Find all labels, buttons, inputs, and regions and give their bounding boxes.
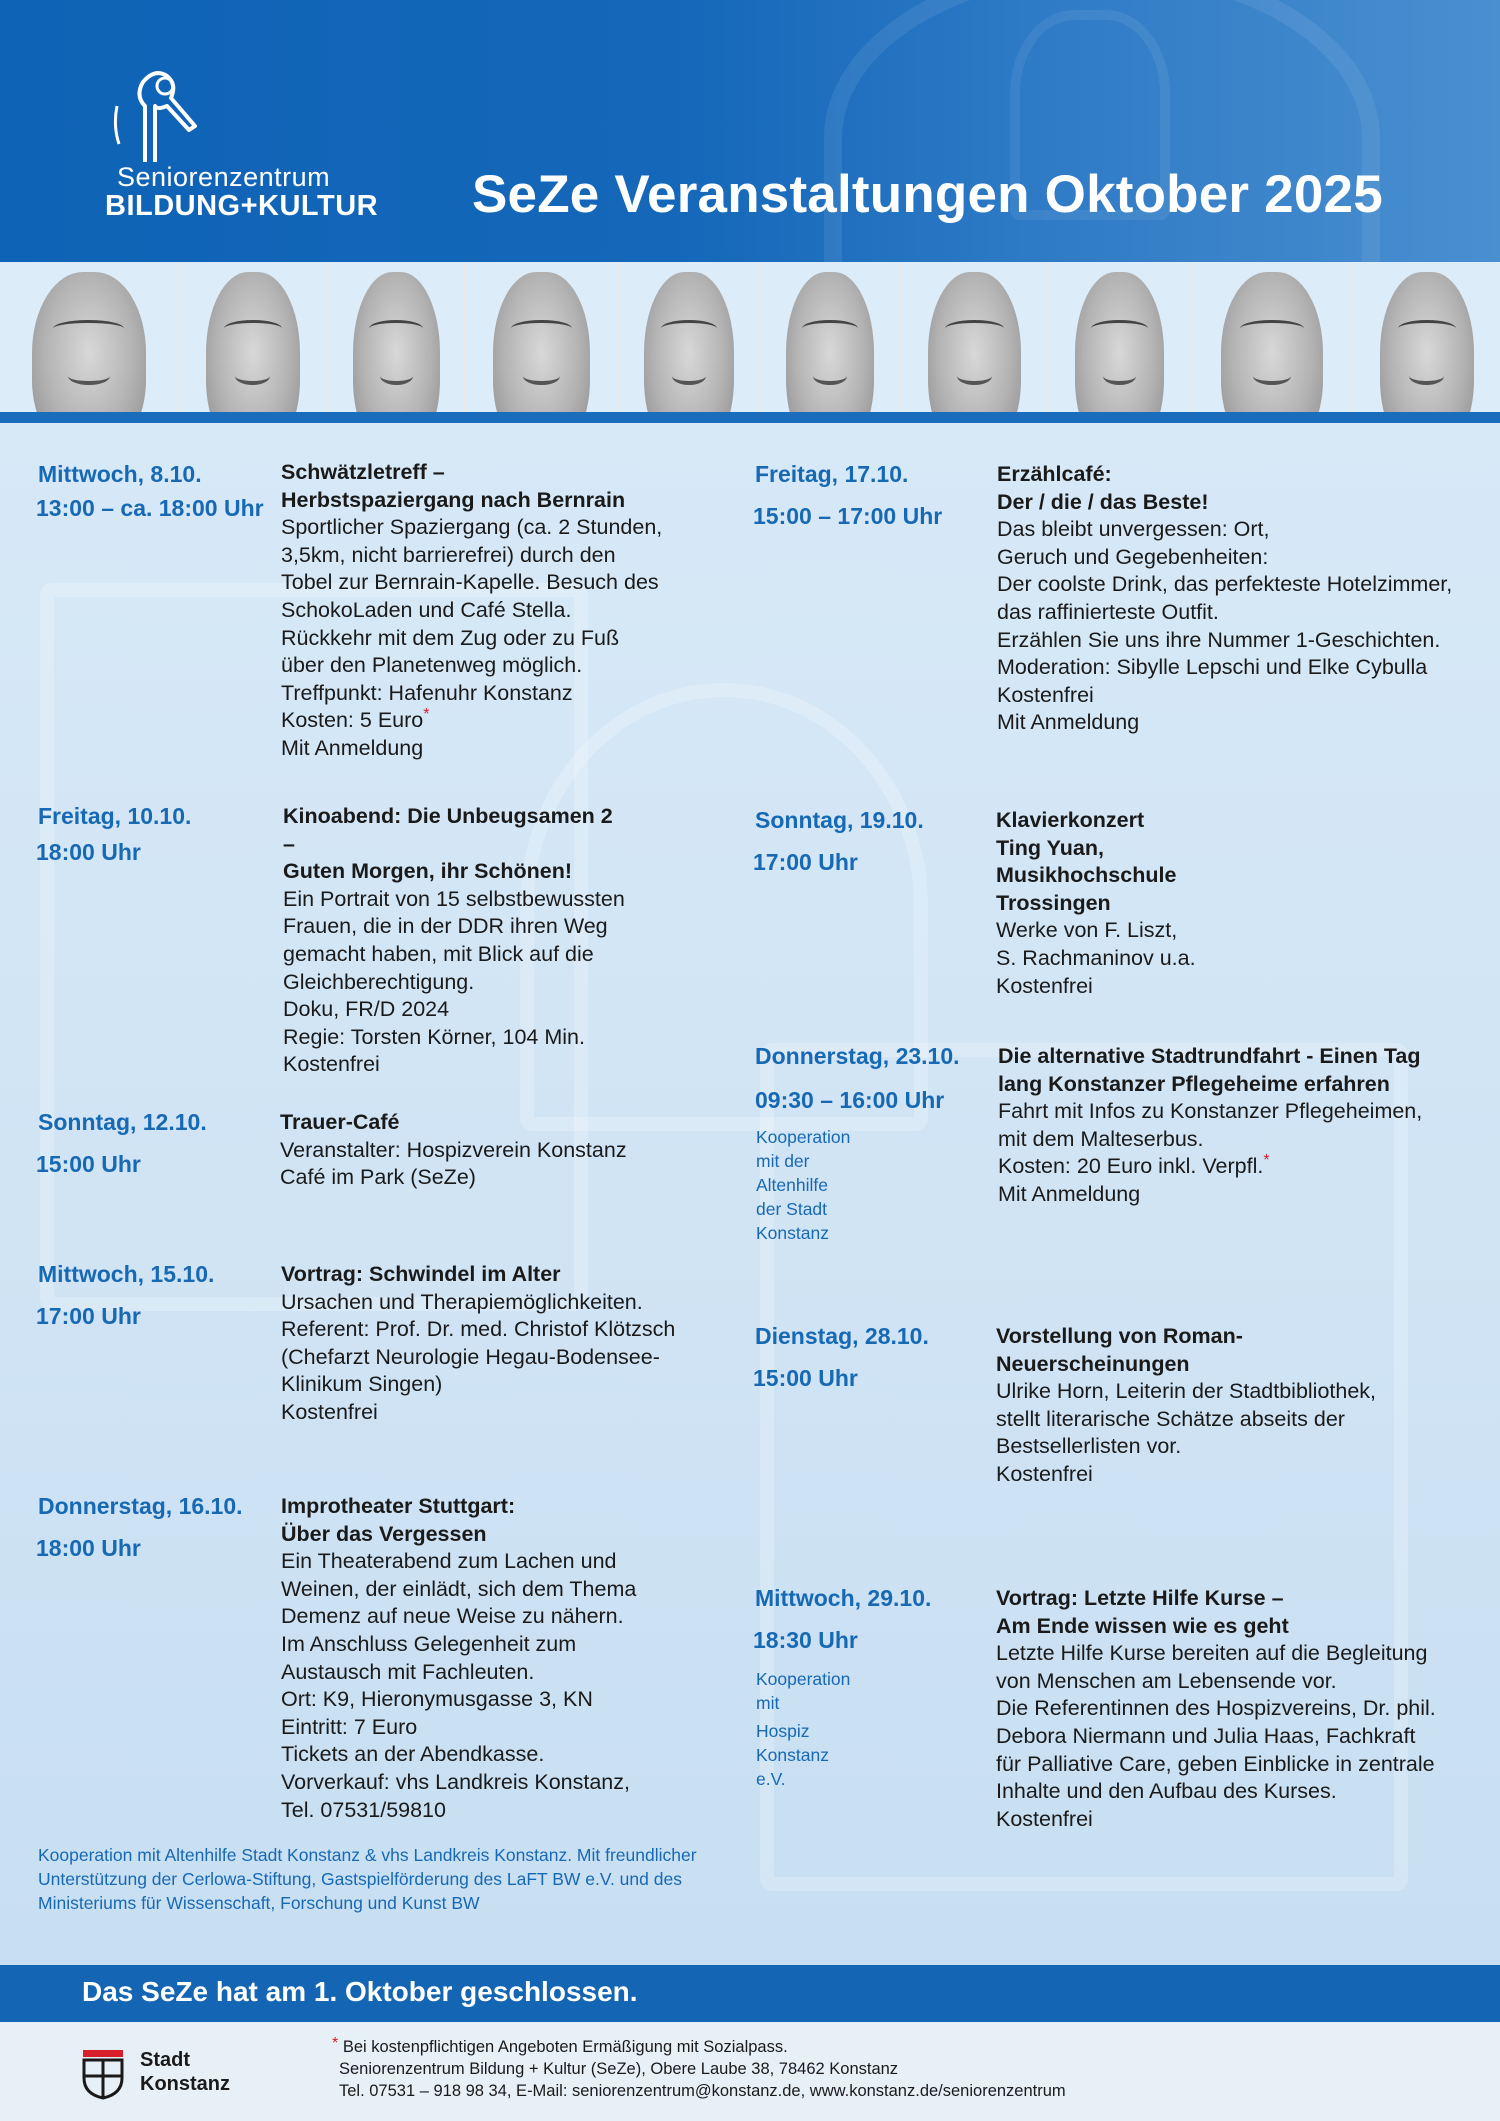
event-date: Mittwoch, 8.10. xyxy=(38,461,202,487)
event-details xyxy=(997,461,1452,737)
event-title: Vortrag: Schwindel im Alter xyxy=(281,1262,561,1286)
event-time: 13:00 – ca. 18:00 Uhr xyxy=(36,495,264,521)
event-text: Ort: K9, Hieronymusgasse 3, KN xyxy=(281,1687,593,1712)
event-time: 18:00 Uhr xyxy=(36,839,141,865)
event-text: Tel. 07531/59810 xyxy=(281,1797,446,1822)
event-text: stellt literarische Schätze abseits der xyxy=(996,1406,1345,1431)
event-date: Sonntag, 19.10. xyxy=(755,807,924,833)
event-text: Kostenfrei xyxy=(996,1806,1093,1831)
event-text: Ulrike Horn, Leiterin der Stadtbibliothek, xyxy=(996,1379,1377,1404)
footer xyxy=(0,2022,1500,2121)
event-details xyxy=(283,803,625,1079)
event-text: Inhalte und den Aufbau des Kurses. xyxy=(996,1779,1337,1804)
event-text: Kostenfrei xyxy=(283,1052,380,1077)
stadt-konstanz-crest-icon xyxy=(80,2048,126,2100)
cooperation-text: Kooperation mit xyxy=(756,1669,851,1713)
stadt-text: Stadt xyxy=(140,2049,190,2071)
event-text: Debora Niermann und Julia Haas, Fachkraft xyxy=(996,1723,1416,1748)
event-text: Austausch mit Fachleuten. xyxy=(281,1659,535,1684)
seze-logo xyxy=(95,66,395,226)
event-text: Kosten: 20 Euro inkl. Verpfl. xyxy=(998,1154,1264,1179)
event-text: Der coolste Drink, das perfekteste Hotelzimmer, xyxy=(997,572,1453,597)
portrait-photo xyxy=(328,262,466,412)
event-text: Die Referentinnen des Hospizvereins, Dr. phil. xyxy=(996,1696,1436,1721)
event-title: Improtheater Stuttgart: xyxy=(281,1494,516,1518)
event-text: Ein Theaterabend zum Lachen und xyxy=(281,1549,617,1574)
event-text: Gleichberechtigung. xyxy=(283,969,475,994)
event-title: Vorstellung von Roman- xyxy=(996,1324,1243,1348)
event-title: Die alternative Stadtrundfahrt - Einen Tag xyxy=(998,1044,1421,1068)
event-text: Moderation: Sibylle Lepschi und Elke Cybulla xyxy=(997,655,1428,680)
portrait-photo xyxy=(619,262,761,412)
cooperation-text: Altenhilfe der Stadt xyxy=(756,1175,828,1219)
event-time: 18:30 Uhr xyxy=(753,1627,858,1653)
event-time: 17:00 Uhr xyxy=(753,849,858,875)
event-text: Frauen, die in der DDR ihren Weg xyxy=(283,914,608,939)
event-text: Weinen, der einlädt, sich dem Thema xyxy=(281,1576,637,1601)
cooperation-info xyxy=(756,1125,850,1245)
konstanz-text: Konstanz xyxy=(140,2073,230,2095)
event-text: gemacht haben, mit Blick auf die xyxy=(283,941,594,966)
cooperation-text: Konstanz xyxy=(756,1223,829,1243)
event-text: (Chefarzt Neurologie Hegau-Bodensee- xyxy=(281,1344,660,1369)
footer-reduction-text: Bei kostenpflichtigen Angeboten Ermäßigung mit Sozialpass. xyxy=(342,2038,788,2056)
event-title: Klavierkonzert xyxy=(996,808,1145,832)
event-text: Doku, FR/D 2024 xyxy=(283,997,450,1022)
cooperation-note: Kooperation mit Altenhilfe Stadt Konstanz & vhs Landkreis Konstanz. Mit freundlicher Unterstützung der Cerlowa-Stiftung, Gastspielförderung des LaFT BW e.V. und des Ministeriums für Wissenschaft, Forschung und Kunst BW xyxy=(38,1845,697,1913)
event-text: Mit Anmeldung xyxy=(281,735,424,760)
portrait-photo xyxy=(901,262,1049,412)
reduction-asterisk: * xyxy=(1263,1152,1270,1170)
page-title: SeZe Veranstaltungen Oktober 2025 xyxy=(472,165,1383,224)
event-details xyxy=(996,807,1196,1000)
logo-text-bildung-kultur: BILDUNG+KULTUR xyxy=(105,190,379,222)
event-text: S. Rachmaninov u.a. xyxy=(996,945,1196,970)
event-time: 15:00 – 17:00 Uhr xyxy=(753,503,943,529)
event-text: Treffpunkt: Hafenuhr Konstanz xyxy=(281,680,573,705)
event-text: mit dem Malteserbus. xyxy=(998,1126,1204,1151)
footer-info xyxy=(332,2036,1066,2102)
event-text: Geruch und Gegebenheiten: xyxy=(997,544,1269,569)
event-text: von Menschen am Lebensende vor. xyxy=(996,1668,1337,1693)
event-title: Erzählcafé: xyxy=(997,462,1112,486)
event-text: Ursachen und Therapiemöglichkeiten. xyxy=(281,1289,643,1314)
event-date: Donnerstag, 16.10. xyxy=(38,1493,243,1519)
cooperation-text: Hospiz Konstanz e.V. xyxy=(756,1721,829,1789)
event-text: Letzte Hilfe Kurse bereiten auf die Begleitung xyxy=(996,1641,1428,1666)
event-time: 17:00 Uhr xyxy=(36,1303,141,1329)
event-date: Donnerstag, 23.10. xyxy=(755,1043,960,1069)
event-details xyxy=(281,459,662,763)
event-cost-line xyxy=(998,1153,1422,1181)
event-text: Klinikum Singen) xyxy=(281,1372,443,1397)
event-title: Herbstspaziergang nach Bernrain xyxy=(281,487,626,512)
reduction-asterisk: * xyxy=(332,2035,339,2052)
cooperation-text: Kooperation mit der xyxy=(756,1127,851,1171)
event-text: das raffinierteste Outfit. xyxy=(997,599,1219,624)
event-title: Vortrag: Letzte Hilfe Kurse – xyxy=(996,1586,1284,1610)
event-text: Café im Park (SeZe) xyxy=(280,1165,476,1190)
event-text: für Palliative Care, geben Einblicke in zentrale xyxy=(996,1751,1435,1776)
event-text: Ein Portrait von 15 selbstbewussten xyxy=(283,886,625,911)
event-title: lang Konstanzer Pflegeheime erfahren xyxy=(998,1071,1390,1096)
event-text: Demenz auf neue Weise zu nähern. xyxy=(281,1604,624,1629)
event-text: Werke von F. Liszt, xyxy=(996,918,1178,943)
event-listing xyxy=(0,423,1500,1965)
event-text: Das bleibt unvergessen: Ort, xyxy=(997,517,1270,542)
event-text: Rückkehr mit dem Zug oder zu Fuß xyxy=(281,625,620,650)
event-text: Kostenfrei xyxy=(281,1399,378,1424)
event-text: Erzählen Sie uns ihre Nummer 1-Geschichten. xyxy=(997,627,1441,652)
portrait-photo xyxy=(180,262,328,412)
event-time: 09:30 – 16:00 Uhr xyxy=(755,1087,945,1113)
event-text: über den Planetenweg möglich. xyxy=(281,653,583,678)
header-divider xyxy=(0,412,1500,423)
closed-notice: Das SeZe hat am 1. Oktober geschlossen. xyxy=(82,1976,638,2007)
portrait-photo xyxy=(1192,262,1354,412)
event-text: Fahrt mit Infos zu Konstanzer Pflegeheimen, xyxy=(998,1099,1423,1124)
event-details xyxy=(281,1493,636,1824)
event-title: Am Ende wissen wie es geht xyxy=(996,1613,1289,1638)
portrait-photo xyxy=(1049,262,1191,412)
event-text: 3,5km, nicht barrierefrei) durch den xyxy=(281,542,616,567)
event-text: Mit Anmeldung xyxy=(997,710,1140,735)
event-text: Tobel zur Bernrain-Kapelle. Besuch des xyxy=(281,570,659,595)
event-title: Guten Morgen, ihr Schönen! xyxy=(283,859,573,884)
event-date: Mittwoch, 29.10. xyxy=(755,1585,932,1611)
event-title: Der / die / das Beste! xyxy=(997,489,1209,514)
event-details xyxy=(281,1261,675,1427)
event-text: Veranstalter: Hospizverein Konstanz xyxy=(280,1137,627,1162)
event-time: 18:00 Uhr xyxy=(36,1535,141,1561)
logo-figure-icon xyxy=(105,66,205,166)
event-details xyxy=(996,1585,1436,1833)
event-time: 15:00 Uhr xyxy=(753,1365,858,1391)
event-text: Sportlicher Spaziergang (ca. 2 Stunden, xyxy=(281,515,663,540)
reduction-asterisk: * xyxy=(423,706,430,724)
event-details xyxy=(998,1043,1422,1209)
portrait-photo xyxy=(761,262,901,412)
event-title: Trauer-Café xyxy=(280,1110,400,1134)
event-title: Neuerscheinungen xyxy=(996,1351,1190,1376)
event-title: Ting Yuan, Musikhochschule Trossingen xyxy=(996,835,1177,915)
logo-text-seniorenzentrum: Seniorenzentrum xyxy=(117,162,331,192)
event-date: Freitag, 17.10. xyxy=(755,461,909,487)
portrait-photo xyxy=(1354,262,1500,412)
event-text: Referent: Prof. Dr. med. Christof Klötzsch xyxy=(281,1317,676,1342)
event-text: Eintritt: 7 Euro xyxy=(281,1714,418,1739)
closed-notice-bar xyxy=(0,1965,1500,2022)
event-text: Im Anschluss Gelegenheit zum xyxy=(281,1631,577,1656)
footer-address: Seniorenzentrum Bildung + Kultur (SeZe), Obere Laube 38, 78462 Konstanz xyxy=(339,2060,899,2078)
event-cost-line xyxy=(281,707,662,735)
event-text: Kosten: 5 Euro xyxy=(281,708,424,733)
event-text: Mit Anmeldung xyxy=(998,1181,1141,1206)
footer-line xyxy=(332,2036,1066,2058)
event-time: 15:00 Uhr xyxy=(36,1151,141,1177)
stadt-konstanz-logo-text xyxy=(140,2048,230,2096)
footer-contact: Tel. 07531 – 918 98 34, E-Mail: seniorenzentrum@konstanz.de, www.konstanz.de/seniorenzentrum xyxy=(339,2082,1066,2100)
event-title: Über das Vergessen xyxy=(281,1521,487,1546)
event-text: Regie: Torsten Körner, 104 Min. xyxy=(283,1024,585,1049)
event-title: Schwätzletreff – xyxy=(281,460,445,484)
event-text: Bestsellerlisten vor. xyxy=(996,1434,1182,1459)
event-text: Vorverkauf: vhs Landkreis Konstanz, xyxy=(281,1769,630,1794)
event-title: Kinoabend: Die Unbeugsamen 2 – xyxy=(283,804,613,856)
event-text: Kostenfrei xyxy=(996,1461,1093,1486)
event-date: Mittwoch, 15.10. xyxy=(38,1261,215,1287)
event-details xyxy=(996,1323,1376,1489)
portrait-photo xyxy=(466,262,618,412)
event-details xyxy=(280,1109,627,1192)
header-banner xyxy=(0,0,1500,262)
portrait-photo xyxy=(0,262,180,412)
event-date: Dienstag, 28.10. xyxy=(755,1323,929,1349)
event-date: Sonntag, 12.10. xyxy=(38,1109,207,1135)
portrait-photo-strip xyxy=(0,262,1500,412)
event-date: Freitag, 10.10. xyxy=(38,803,192,829)
event-text: SchokoLaden und Café Stella. xyxy=(281,597,572,622)
cooperation-info xyxy=(756,1667,850,1791)
event-text: Kostenfrei xyxy=(997,682,1094,707)
event-text: Tickets an der Abendkasse. xyxy=(281,1742,545,1767)
event-text: Kostenfrei xyxy=(996,973,1093,998)
